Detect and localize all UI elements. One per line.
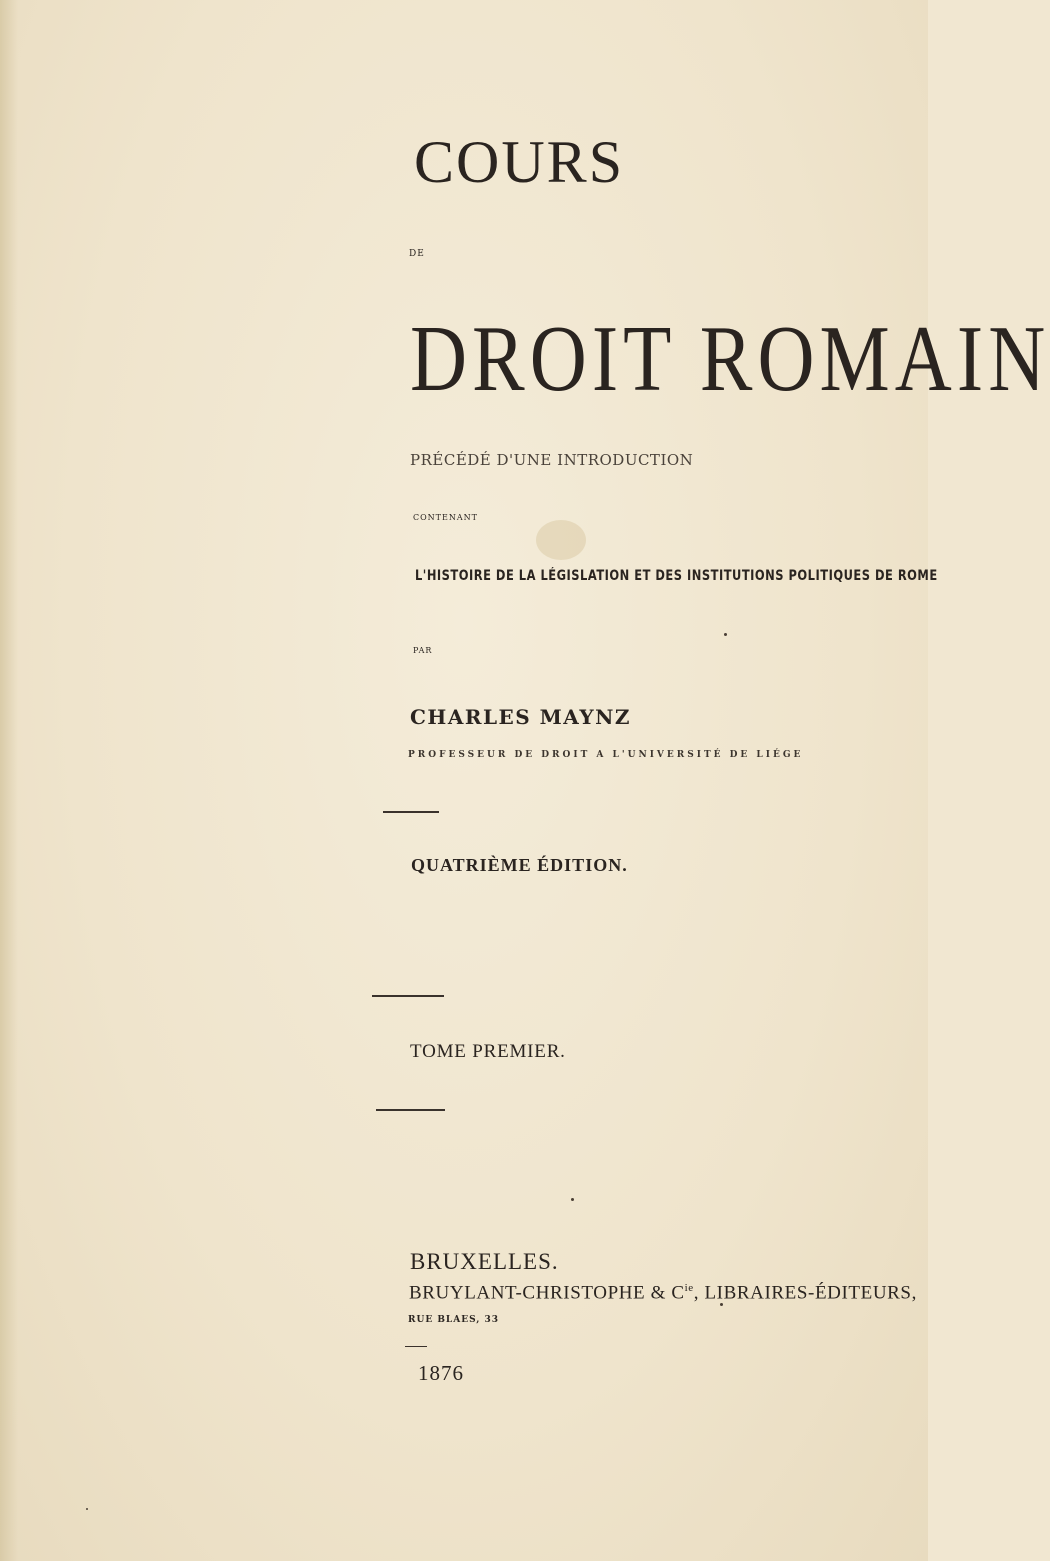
- title-page: COURS DE DROIT ROMAIN PRÉCÉDÉ D'UNE INTRODUCTION CONTENANT L'HISTOIRE DE LA LÉGISLATION ET DES INSTITUTIONS POLITIQUES DE ROME PAR CHARLES MAYNZ PROFESSEUR DE DROIT A L'UNIVERSITÉ DE LIÉGE QUATRIÈME ÉDITION. TOME PREMIER. BRUXELLES. BRUYLANT-CHRISTOPHE & $C^{ie}$, LIBRAIRES-ÉDITEURS, RUE BLAES, 33 1876: [0, 0, 928, 1561]
- ink-speck: [86, 1508, 88, 1510]
- ink-speck: [720, 1303, 723, 1306]
- ink-speck: [571, 1198, 574, 1201]
- publisher-role: , LIBRAIRES-ÉDITEURS,: [693, 1282, 917, 1304]
- divider-rule-short: [405, 1346, 427, 1347]
- paper-stain: [536, 520, 586, 560]
- publisher-name: BRUYLANT-CHRISTOPHE & C: [409, 1282, 685, 1304]
- publisher-abbrev-sup: ie: [684, 1282, 694, 1294]
- divider-rule-3: [376, 1109, 445, 1111]
- ink-speck: [724, 633, 727, 636]
- divider-rule-2: [372, 995, 444, 997]
- page-edge-shadow: [0, 0, 18, 1561]
- divider-rule-1: [383, 811, 439, 813]
